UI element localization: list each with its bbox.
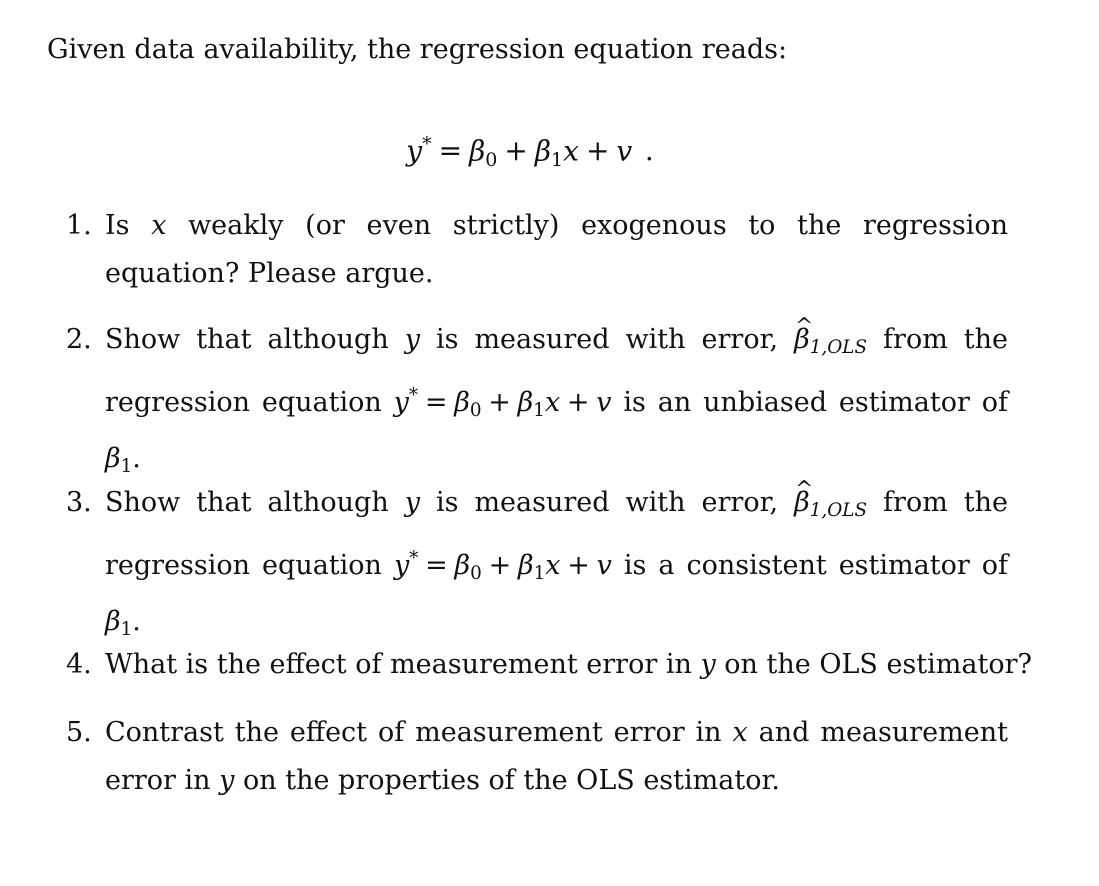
var-y: y bbox=[700, 649, 716, 680]
beta1: β bbox=[105, 443, 121, 475]
text-run: Is bbox=[105, 210, 152, 241]
question-number: 3. bbox=[66, 487, 92, 518]
eq-beta1-sub: 1 bbox=[551, 148, 564, 171]
eq-plus: + bbox=[488, 550, 512, 582]
estimator-subscript: 1,OLS bbox=[809, 500, 868, 522]
text-run: and measurement error in bbox=[105, 717, 1008, 796]
eq-beta1-sub: 1 bbox=[533, 563, 546, 585]
eq-equals: = bbox=[424, 387, 448, 419]
question-number: 2. bbox=[66, 324, 92, 355]
question-item-2 bbox=[66, 316, 1008, 492]
var-y: y bbox=[404, 324, 420, 355]
text-run: Contrast the effect of measurement error in bbox=[105, 717, 733, 748]
equation-body bbox=[406, 124, 653, 180]
regression-equation bbox=[0, 124, 1060, 180]
eq-lhs: y bbox=[393, 550, 410, 582]
estimator-subscript: 1,OLS bbox=[809, 337, 868, 359]
text-run: is measured with error, bbox=[419, 324, 795, 355]
eq-beta0-sub: 0 bbox=[470, 563, 482, 585]
target-parameter bbox=[105, 443, 141, 478]
question-text bbox=[105, 202, 1008, 298]
eq-equals: = bbox=[438, 134, 463, 168]
target-parameter bbox=[105, 606, 141, 641]
period: . bbox=[132, 606, 141, 638]
eq-x: x bbox=[544, 387, 561, 419]
eq-x: x bbox=[545, 550, 561, 582]
beta-hat-estimator: ^ β bbox=[794, 479, 810, 527]
var-x: x bbox=[732, 717, 748, 748]
text-run: Show that although bbox=[105, 487, 405, 518]
eq-equals: = bbox=[425, 550, 448, 582]
text-run: Show that although bbox=[105, 324, 405, 355]
eq-beta1: β bbox=[534, 134, 552, 168]
var-x: x bbox=[151, 210, 167, 241]
text-run: is a consistent estimator of bbox=[611, 550, 1008, 582]
text-run: weakly (or even strictly) exogenous to the regression equation? Please argue. bbox=[105, 210, 1009, 289]
var-y: y bbox=[404, 487, 420, 518]
eq-lhs: y bbox=[393, 387, 409, 419]
text-run: is measured with error, bbox=[419, 487, 795, 518]
question-item-3 bbox=[66, 479, 1008, 655]
question-text bbox=[105, 316, 1008, 492]
eq-lhs-star: * bbox=[409, 548, 419, 570]
question-text bbox=[105, 641, 1032, 689]
eq-beta1: β bbox=[517, 387, 534, 419]
intro-text: Given data availability, the regression equation reads: bbox=[47, 34, 788, 65]
eq-beta0-sub: 0 bbox=[469, 400, 482, 422]
eq-beta1: β bbox=[517, 550, 534, 582]
eq-beta0: β bbox=[469, 134, 486, 168]
eq-lhs-star: * bbox=[408, 385, 419, 407]
question-number: 5. bbox=[66, 717, 92, 748]
beta1-sub: 1 bbox=[120, 456, 133, 478]
text-run: is an unbiased estimator of bbox=[611, 387, 1008, 419]
eq-beta0: β bbox=[454, 550, 471, 582]
period: . bbox=[132, 443, 141, 475]
question-number: 1. bbox=[66, 210, 92, 241]
eq-lhs-star: * bbox=[422, 133, 432, 155]
beta1: β bbox=[105, 606, 121, 638]
eq-v: v bbox=[616, 134, 633, 168]
text-run: from the regression equation bbox=[105, 487, 1009, 582]
eq-period: . bbox=[644, 134, 654, 168]
question-text bbox=[105, 709, 1008, 805]
question-item-5 bbox=[66, 709, 1008, 805]
text-run: What is the effect of measurement error in bbox=[105, 649, 701, 680]
eq-beta0-sub: 0 bbox=[485, 148, 498, 171]
inline-equation bbox=[393, 548, 612, 585]
eq-plus-2: + bbox=[585, 134, 610, 168]
eq-lhs: y bbox=[406, 134, 423, 168]
eq-plus-1: + bbox=[504, 134, 528, 168]
text-run: from the regression equation bbox=[105, 324, 1009, 419]
eq-plus: + bbox=[566, 387, 590, 419]
eq-beta1-sub: 1 bbox=[533, 400, 545, 422]
question-text bbox=[105, 479, 1008, 655]
beta1-sub: 1 bbox=[120, 619, 133, 641]
eq-beta0: β bbox=[454, 387, 470, 419]
eq-x: x bbox=[563, 134, 579, 168]
question-number: 4. bbox=[66, 649, 92, 680]
question-item-4 bbox=[66, 641, 1032, 689]
eq-v: v bbox=[596, 550, 612, 582]
beta-hat-estimator: ^ β bbox=[794, 316, 810, 364]
question-item-1 bbox=[66, 202, 1008, 298]
text-run: on the properties of the OLS estimator. bbox=[234, 765, 780, 796]
eq-plus: + bbox=[567, 550, 590, 582]
eq-v: v bbox=[596, 387, 612, 419]
text-run: on the OLS estimator? bbox=[715, 649, 1032, 680]
inline-equation bbox=[393, 385, 612, 422]
eq-plus: + bbox=[488, 387, 511, 419]
var-y: y bbox=[219, 765, 235, 796]
